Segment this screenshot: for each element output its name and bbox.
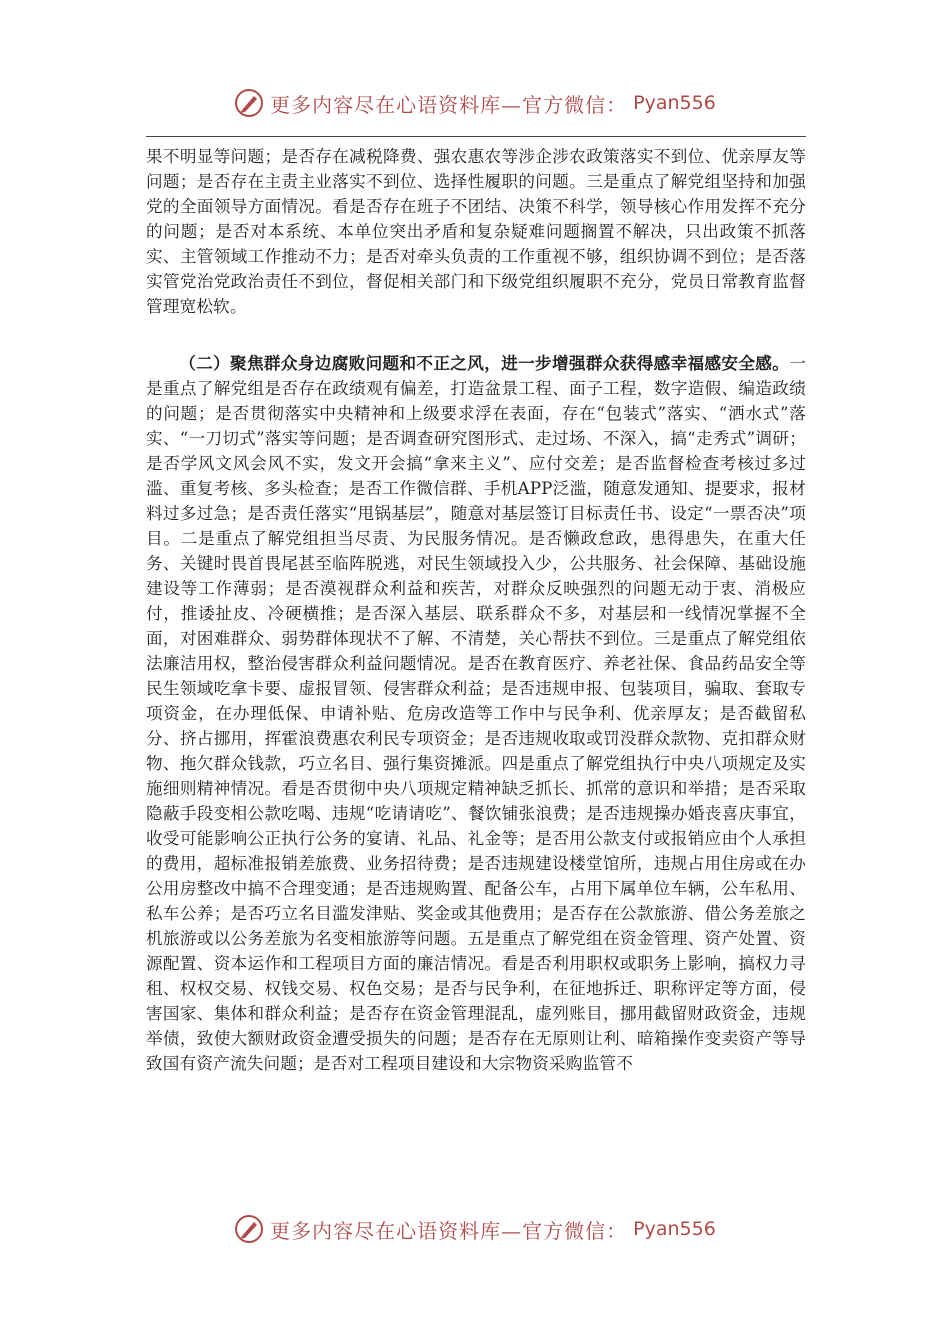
section-2-heading: （二）聚焦群众身边腐败问题和不正之风，进一步增强群众获得感幸福感安全感。 — [179, 353, 790, 373]
banner-text: 更多内容尽在心语资料库—官方微信： — [270, 92, 628, 117]
section-2-body: 一是重点了解党组是否存在政绩观有偏差，打造盆景工程、面子工程，数字造假、编造政绩的问题；是否贯彻落实中央精神和上级要求浮在表面，存在“包装式”落实、“洒水式”落实、“一刀切式”落实等问题；是否调查研究图形式、走过场、不深入，搞“走秀式”调研；是否学风文风会风不实，发文开会搞“拿来主义”、应付交差；是否监督检查考核过多过滥、重复考核、多头检查；是否工作微信群、手机APP泛滥，随意发通知、提要求，报材料过多过急；是否责任落实“甩锅基层”，随意对基层签订目标责任书、设定“一票否决”项目。二是重点了解党组担当尽责、为民服务情况。是否懒政怠政，患得患失，在重大任务、关键时畏首畏尾甚至临阵脱逃，对民生领域投入少，公共服务、社会保障、基础设施建设等工作薄弱；是否漠视群众利益和疾苦，对群众反映强烈的问题无动于衷、消极应付，推诿扯皮、冷硬横推；是否深入基层、联系群众不多，对基层和一线情况掌握不全面，对困难群众、弱势群体现状不了解、不清楚，关心帮扶不到位。三是重点了解党组依法廉洁用权，整治侵害群众利益问题情况。是否在教育医疗、养老社保、食品药品安全等民生领域吃拿卡要、虚报冒领、侵害群众利益；是否违规申报、包装项目，骗取、套取专项资金，在办理低保、申请补贴、危房改造等工作中与民争利、优亲厚友；是否截留私分、挤占挪用，挥霍浪费惠农利民专项资金；是否违规收取或罚没群众款物、克扣群众财物、拖欠群众钱款，巧立名目、强行集资摊派。四是重点了解党组执行中央八项规定及实施细则精神情况。看是否贯彻中央八项规定精神缺乏抓长、抓常的意识和举措；是否采取隐蔽手段变相公款吃喝、违规“吃请请吃”、餐饮铺张浪费；是否违规操办婚丧喜庆事宜，收受可能影响公正执行公务的宴请、礼品、礼金等；是否用公款支付或报销应由个人承担的费用，超标准报销差旅费、业务招待费；是否违规建设楼堂馆所，违规占用住房或在办公用房整改中搞不合理变通；是否违规购置、配备公车，占用下属单位车辆，公车私用、私车公养；是否巧立名目滥发津贴、奖金或其他费用；是否存在公款旅游、借公务差旅之机旅游或以公务差旅为名变相旅游等问题。五是重点了解党组在资金管理、资产处置、资源配置、资本运作和工程项目方面的廉洁情况。看是否利用职权或职务上影响，搞权力寻租、权权交易、权钱交易、权色交易；是否与民争利，在征地拆迁、职称评定等方面，侵害国家、集体和群众利益；是否存在资金管理混乱，虚列账目，挪用截留财政资金，违规举债，致使大额财政资金遭受损失的问题；是否存在无原则让利、暗箱操作变卖资产等导致国有资产流失问题；是否对工程项目建设和大宗物资采购监管不 — [146, 354, 806, 1073]
paragraph-continued: 果不明显等问题；是否存在减税降费、强农惠农等涉企涉农政策落实不到位、优亲厚友等问题；是否存在主责主业落实不到位、选择性履职的问题。三是重点了解党组坚持和加强党的全面领导方面情况。看是否存在班子不团结、决策不科学，领导核心作用发挥不充分的问题；是否对本系统、本单位突出矛盾和复杂疑难问题搁置不解决，只出政策不抓落实、主管领域工作推动不力；是否对牵头负责的工作重视不够，组织协调不到位；是否落实管党治党政治责任不到位，督促相关部门和下级党组织履职不充分，党员日常教育监督管理宽松软。 — [146, 147, 806, 316]
header-banner — [0, 88, 950, 118]
banner-text: 更多内容尽在心语资料库—官方微信： — [270, 1218, 628, 1243]
banner-wechat-id: Pyan556 — [633, 1218, 716, 1240]
quill-logo-icon — [234, 1214, 264, 1244]
header-divider — [146, 136, 806, 137]
banner-wechat-id: Pyan556 — [633, 92, 716, 114]
section-2-paragraph — [146, 351, 806, 1076]
document-body — [146, 144, 806, 1076]
footer-banner — [0, 1214, 950, 1244]
quill-logo-icon — [234, 88, 264, 118]
